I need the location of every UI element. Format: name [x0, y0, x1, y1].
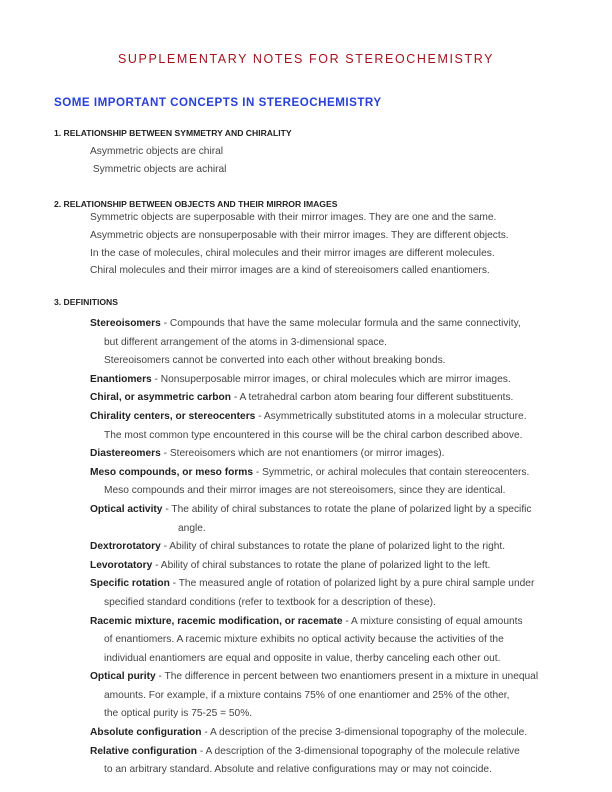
definition-item [0, 445, 538, 464]
section-2-heading: 2. RELATIONSHIP BETWEEN OBJECTS AND THEIR MIRROR IMAGES [54, 199, 338, 209]
definition-term: Levorotatory [90, 559, 153, 571]
definition-continuation: specified standard conditions (refer to textbook for a description of these). [104, 596, 436, 608]
definition-item [0, 724, 538, 743]
definition-text: - A mixture consisting of equal amounts [342, 615, 523, 627]
definition-item [0, 557, 538, 576]
definition-first-line [0, 557, 538, 576]
definition-item [0, 389, 538, 408]
definition-continuation: individual enantiomers are equal and opposite in value, therby canceling each other out. [104, 652, 501, 664]
definition-text: - The difference in percent between two enantiomers present in a mixture in unequal [155, 671, 539, 683]
definition-continuation: Stereoisomers cannot be converted into each other without breaking bonds. [104, 355, 446, 367]
definition-continuation: Meso compounds and their mirror images are not stereoisomers, since they are identical. [104, 485, 506, 497]
definition-text: - Symmetric, or achiral molecules that contain stereocenters. [253, 466, 530, 478]
definition-term: Racemic mixture, racemic modification, or racemate [90, 615, 343, 627]
definition-text: - A tetrahedral carbon atom bearing four different substituents. [230, 392, 514, 404]
definition-item [0, 315, 538, 371]
definition-item [0, 408, 538, 445]
definition-term: Optical purity [90, 671, 156, 683]
definition-first-line [0, 743, 538, 762]
definition-text: - Stereoisomers which are not enantiomers (or mirror images). [160, 448, 445, 460]
definition-first-line [0, 445, 538, 464]
section-2-line: Symmetric objects are superposable with their mirror images. They are one and the same. [90, 212, 497, 223]
definition-first-line [0, 668, 538, 687]
definition-item [0, 743, 538, 780]
definition-first-line [0, 464, 538, 483]
definition-term: Chirality centers, or stereocenters [90, 410, 256, 422]
definition-first-line [0, 501, 538, 520]
definition-term: Optical activity [90, 503, 163, 515]
definition-first-line [0, 315, 538, 334]
definition-text: - Ability of chiral substances to rotate the plane of polarized light to the left. [152, 559, 491, 571]
definition-text: - The measured angle of rotation of polarized light by a pure chiral sample under [169, 578, 535, 590]
definition-item [0, 575, 538, 612]
section-1-heading: 1. RELATIONSHIP BETWEEN SYMMETRY AND CHIRALITY [54, 128, 292, 138]
definition-first-line [0, 613, 538, 632]
definition-term: Dextrorotatory [90, 541, 161, 553]
definition-term: Enantiomers [90, 373, 152, 385]
definition-continuation: angle. [178, 522, 206, 534]
definition-continuation: The most common type encountered in this course will be the chiral carbon described above. [104, 429, 523, 441]
definition-item [0, 371, 538, 390]
definition-first-line [0, 575, 538, 594]
section-1-line: Asymmetric objects are chiral [90, 146, 224, 157]
definition-term: Absolute configuration [90, 727, 202, 739]
definition-term: Chiral, or asymmetric carbon [90, 392, 231, 404]
definition-item [0, 613, 538, 669]
definition-first-line [0, 724, 538, 743]
definition-first-line [0, 389, 538, 408]
definition-term: Stereoisomers [90, 318, 161, 329]
definition-item [0, 464, 538, 501]
section-2-line: Chiral molecules and their mirror images are a kind of stereoisomers called enantiomers. [90, 265, 490, 276]
definition-continuation: of enantiomers. A racemic mixture exhibits no optical activity because the activities of the [104, 634, 504, 646]
document-title: SUPPLEMENTARY NOTES FOR STEREOCHEMISTRY [117, 52, 495, 66]
definition-continuation: but different arrangement of the atoms in 3-dimensional space. [104, 336, 387, 348]
definition-continuation: to an arbitrary standard. Absolute and relative configurations may or may not coincide. [104, 764, 492, 776]
section-3-heading: 3. DEFINITIONS [54, 297, 118, 307]
definition-text: - Nonsuperposable mirror images, or chiral molecules which are mirror images. [151, 373, 511, 385]
definition-text: - Compounds that have the same molecular formula and the same connectivity, [160, 318, 521, 329]
definition-item [0, 501, 538, 538]
definition-first-line [0, 371, 538, 390]
definitions-list [0, 315, 538, 780]
definition-text: - A description of the precise 3-dimensional topography of the molecule. [201, 727, 528, 739]
definition-term: Meso compounds, or meso forms [90, 466, 254, 478]
section-title: SOME IMPORTANT CONCEPTS IN STEREOCHEMISTRY [54, 96, 382, 109]
definition-term: Relative configuration [90, 745, 197, 757]
definition-term: Specific rotation [90, 578, 170, 590]
definition-continuation: amounts. For example, if a mixture contains 75% of one enantiomer and 25% of the other, [104, 689, 510, 701]
definition-text: - Ability of chiral substances to rotate the plane of polarized light to the right. [160, 541, 506, 553]
definition-text: - A description of the 3-dimensional topography of the molecule relative [196, 745, 520, 757]
definition-item [0, 538, 538, 557]
definition-continuation: the optical purity is 75-25 = 50%. [104, 708, 253, 720]
definition-item [0, 668, 538, 724]
definition-term: Diastereomers [90, 448, 161, 460]
section-2-line: In the case of molecules, chiral molecules and their mirror images are different molecules. [90, 248, 495, 259]
section-2-line: Asymmetric objects are nonsuperposable with their mirror images. They are different objects. [90, 230, 509, 241]
definition-first-line [0, 408, 538, 427]
definition-text: - The ability of chiral substances to rotate the plane of polarized light by a specific [162, 503, 532, 515]
definition-text: - Asymmetrically substituted atoms in a molecular structure. [255, 410, 527, 422]
section-1-line: Symmetric objects are achiral [90, 164, 227, 175]
definition-first-line [0, 538, 538, 557]
